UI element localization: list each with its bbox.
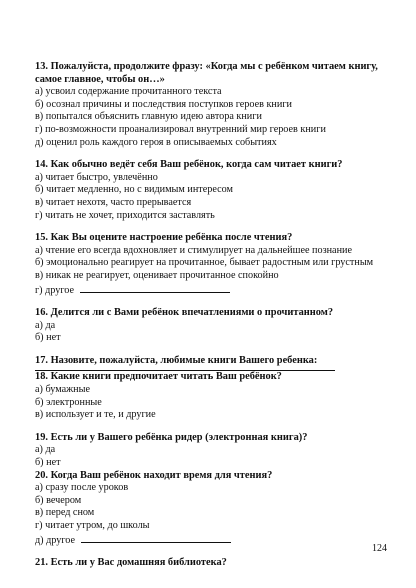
question-18 — [35, 371, 385, 421]
answer-option: б) осознал причины и последствия поступков героев книги — [35, 98, 292, 110]
answer-option: в) читает нехотя, часто прерывается — [35, 196, 192, 208]
answer-option: г) по-возможности проанализировал внутренний мир героев книги — [35, 123, 326, 135]
question-title: 21. Есть ли у Вас домашняя библиотека? — [35, 557, 227, 569]
question-20 — [35, 470, 385, 548]
question-title: 14. Как обычно ведёт себя Ваш ребёнок, когда сам читает книги? — [35, 159, 343, 171]
question-19 — [35, 432, 385, 470]
question-title-continued: самое главное, чтобы он…» — [35, 73, 165, 85]
questionnaire — [35, 61, 385, 570]
answer-option: б) вечером — [35, 494, 82, 506]
answer-option: а) чтение его всегда вдохновляет и стимулирует на дальнейшее познание — [35, 244, 353, 256]
answer-option: б) эмоционально реагирует на прочитанное, бывает радостным или грустным — [35, 257, 374, 269]
answer-option: а) бумажные — [35, 384, 90, 396]
question-title: 18. Какие книги предпочитает читать Ваш ребёнок? — [35, 371, 282, 383]
question-title: 15. Как Вы оцените настроение ребёнка после чтения? — [35, 232, 293, 244]
question-13 — [35, 61, 385, 149]
answer-option: в) попытался объяснить главную идею автора книги — [35, 111, 262, 123]
page-number: 124 — [372, 543, 387, 554]
question-title: 13. Пожалуйста, продолжите фразу: «Когда мы с ребёнком читаем книгу, — [35, 61, 378, 72]
answer-option-label: д) другое — [35, 534, 76, 546]
question-15 — [35, 232, 385, 297]
answer-option: б) читает медленно, но с видимым интересом — [35, 184, 233, 196]
answer-option: а) сразу после уроков — [35, 482, 129, 494]
answer-option: а) читает быстро, увлечённо — [35, 171, 158, 183]
answer-option: а) да — [35, 444, 56, 456]
answer-option: б) нет — [35, 332, 61, 344]
answer-option: в) перед сном — [35, 507, 95, 519]
question-21 — [35, 557, 385, 570]
answer-option: б) нет — [35, 457, 61, 469]
answer-option: б) электронные — [35, 396, 102, 408]
fill-in-blank[interactable] — [80, 283, 230, 293]
question-17 — [35, 355, 385, 372]
question-title: 16. Делится ли с Вами ребёнок впечатлениями о прочитанном? — [35, 307, 334, 319]
answer-option: а) да — [35, 319, 56, 331]
answer-option: в) никак не реагирует, оценивает прочитанное спокойно — [35, 269, 279, 281]
answer-option: г) читает утром, до школы — [35, 520, 150, 531]
answer-option-label: г) другое — [35, 284, 75, 296]
question-16 — [35, 307, 385, 345]
answer-option: д) оценил роль каждого героя в описываемых событиях — [35, 136, 277, 148]
answer-option: в) использует и те, и другие — [35, 409, 156, 421]
answer-option: г) читать не хочет, приходится заставлять — [35, 209, 215, 221]
question-title: 17. Назовите, пожалуйста, любимые книги Вашего ребенка: — [35, 354, 318, 366]
question-14 — [35, 159, 385, 222]
fill-in-blank[interactable] — [81, 533, 231, 543]
answer-option-other — [35, 533, 385, 548]
answer-option: а) усвоил содержание прочитанного текста — [35, 86, 222, 98]
question-title: 20. Когда Ваш ребёнок находит время для чтения? — [35, 469, 273, 481]
question-title: 19. Есть ли у Вашего ребёнка ридер (электронная книга)? — [35, 431, 308, 443]
answer-option-other — [35, 283, 385, 298]
